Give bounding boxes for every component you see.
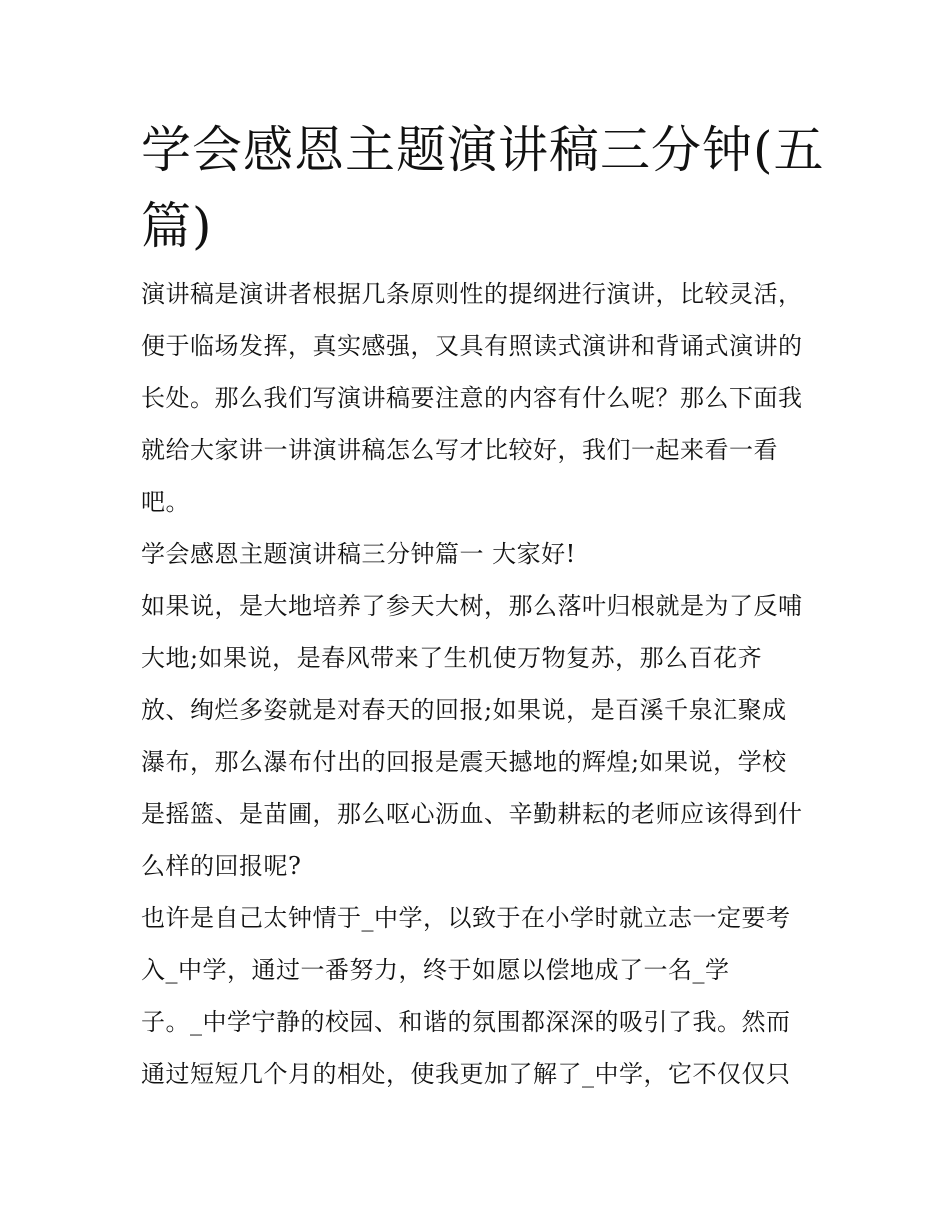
title-line: 篇) <box>141 197 213 255</box>
text-line: 长处。那么我们写演讲稿要注意的内容有什么呢？那么下面我 <box>141 384 803 412</box>
title-line: 学会感恩主题演讲稿三分钟(五 <box>141 121 825 179</box>
document-title <box>141 112 825 264</box>
intro-paragraph <box>141 268 821 528</box>
text-line: 通过短短几个月的相处，使我更加了解了_中学，它不仅仅只 <box>141 1060 791 1088</box>
body-paragraph-1 <box>141 580 821 892</box>
text-line: 子。_中学宁静的校园、和谐的氛围都深深的吸引了我。然而 <box>141 1008 791 1036</box>
text-line: 演讲稿是演讲者根据几条原则性的提纲进行演讲，比较灵活， <box>141 280 803 308</box>
text-line: 大地;如果说，是春风带来了生机使万物复苏，那么百花齐 <box>141 644 763 672</box>
text-line: 是摇篮、是苗圃，那么呕心沥血、辛勤耕耘的老师应该得到什 <box>141 800 803 828</box>
text-line: 放、绚烂多姿就是对春天的回报;如果说，是百溪千泉汇聚成 <box>141 696 787 724</box>
text-line: 如果说，是大地培养了参天大树，那么落叶归根就是为了反哺 <box>141 592 803 620</box>
text-line: 么样的回报呢? <box>141 852 302 880</box>
text-line: 入_中学，通过一番努力，终于如愿以偿地成了一名_学 <box>141 956 730 984</box>
document-page <box>141 112 825 1100</box>
text-line: 瀑布，那么瀑布付出的回报是震天撼地的辉煌;如果说，学校 <box>141 748 787 776</box>
section-heading: 学会感恩主题演讲稿三分钟篇一 大家好! <box>141 540 576 568</box>
text-line: 吧。 <box>141 488 190 516</box>
text-line: 就给大家讲一讲演讲稿怎么写才比较好，我们一起来看一看 <box>141 436 778 464</box>
text-line: 也许是自己太钟情于_中学，以致于在小学时就立志一定要考 <box>141 904 791 932</box>
text-line: 便于临场发挥，真实感强，又具有照读式演讲和背诵式演讲的 <box>141 332 803 360</box>
body-paragraph-2 <box>141 892 821 1100</box>
